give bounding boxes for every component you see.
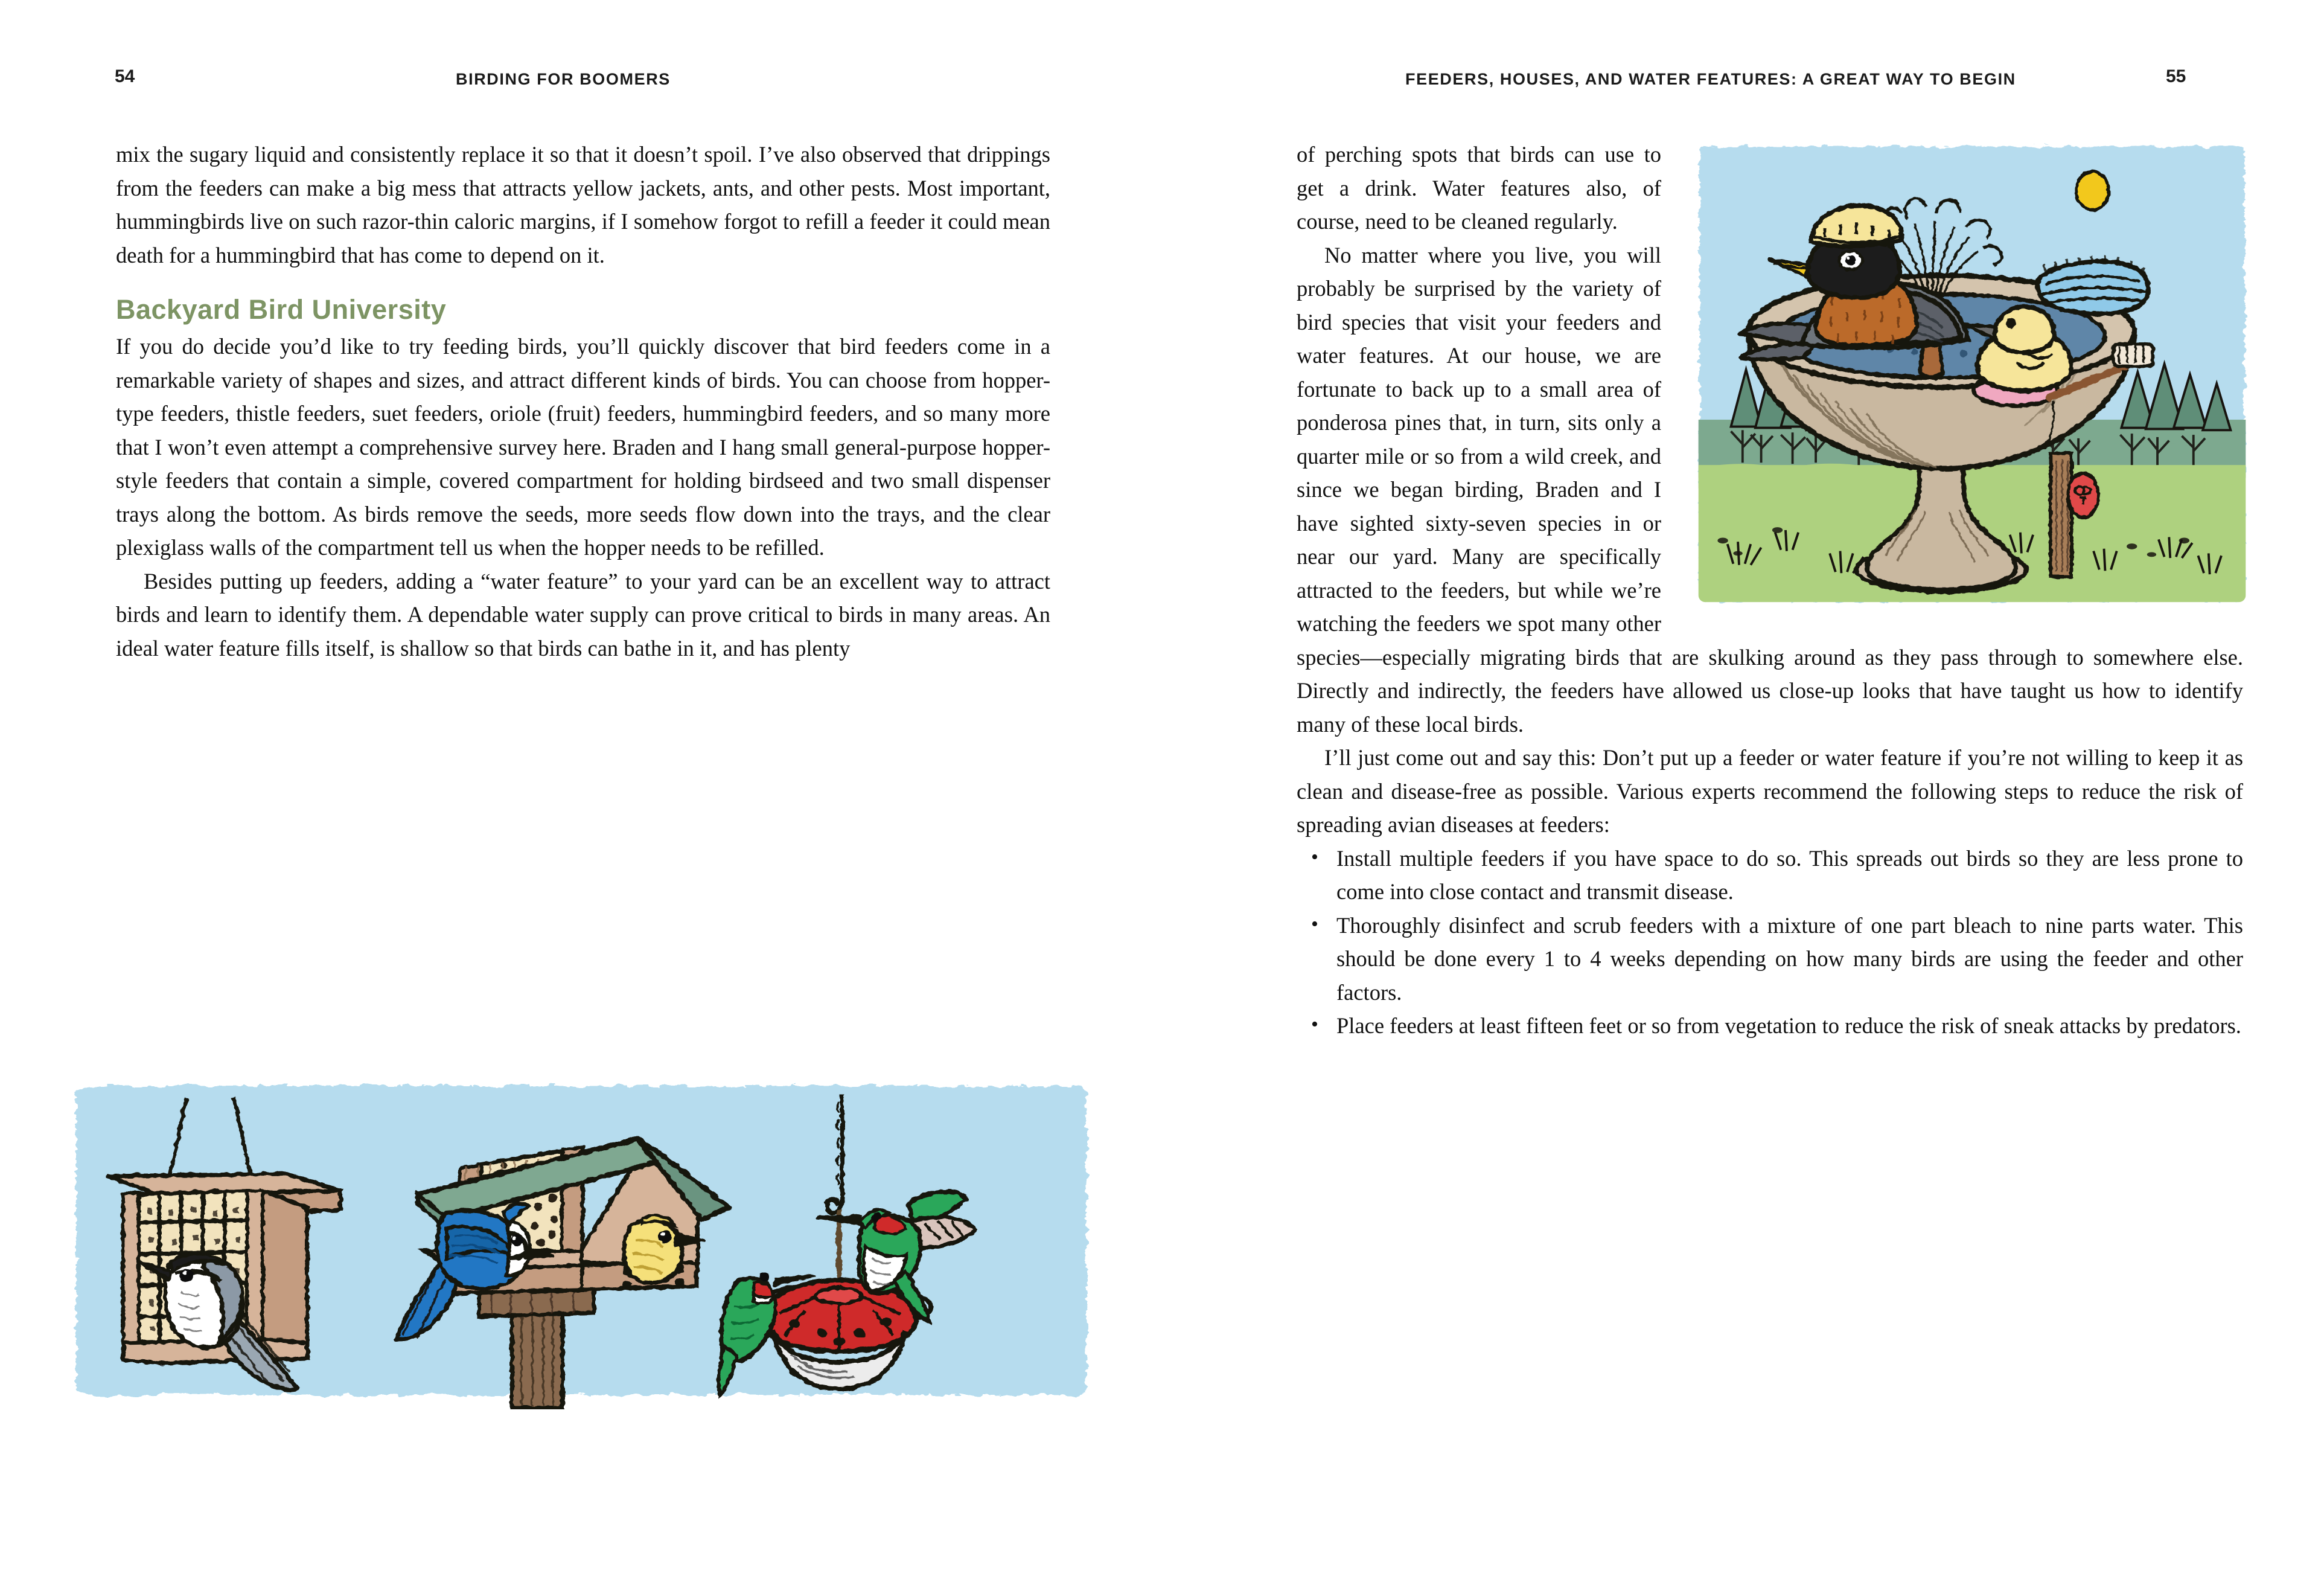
- disease-prevention-steps-list: [1297, 842, 2249, 1043]
- bullet-glyph: •: [1311, 912, 1318, 935]
- list-item-text: Install multiple feeders if you have space to do so. This spreads out birds so they are less prone to come into close contact and transmit disease.: [1336, 845, 2249, 904]
- paragraph: I’ll just come out and say this: Don’t put up a feeder or water feature if you’re not willing to keep it as clean and disease-free as possible. Various experts recommend the following steps to reduce the risk of spreading avian diseases at feeders:: [1297, 745, 2249, 837]
- folded-towel: [2038, 256, 2148, 314]
- bullet-glyph: •: [1311, 1013, 1318, 1036]
- robin-in-birdbath-illustration: [1693, 124, 2252, 623]
- page-number-left: 54: [115, 66, 135, 86]
- running-head-left: BIRDING FOR BOOMERS: [456, 70, 671, 88]
- sun-icon: [2076, 171, 2109, 210]
- list-item: [1297, 909, 2249, 1010]
- paragraph: mix the sugary liquid and consistently replace it so that it doesn’t spoil. I’ve also observed that drippings from the feeders can make a big mess that attracts yellow jackets, ants, and other pests. Most important, hummingbirds live on such razor-thin caloric margins, if I somehow forgot to refill a feeder it could mean death for a hummingbird that has come to depend on it.: [116, 142, 1056, 267]
- paragraph: of perching spots that birds can use to get a drink. Water features also, of course, need to be cleaned regularly.: [1297, 142, 1667, 234]
- three-bird-feeders-illustration: [63, 1070, 1100, 1409]
- right-page-text-column: [1297, 138, 2249, 1043]
- list-item: [1297, 1009, 2243, 1043]
- list-item-text: Place feeders at least fifteen feet or so from vegetation to reduce the risk of sneak attacks by predators.: [1336, 1013, 2241, 1038]
- running-head-right: FEEDERS, HOUSES, AND WATER FEATURES: A GREAT WAY TO BEGIN: [1405, 70, 2016, 88]
- list-item: [1297, 842, 2249, 909]
- paragraph: No matter where you live, you will probably be surprised by the variety of bird species that visit your feeders and water features. At our house, we are fortunate to back up to a small area of ponderosa pines that, in turn, sits only a quarter mile or so from a wild creek, and since we began birding, Braden and I have sighted sixty-seven species in or near our yard. Many are specifically attracted to the feeders, but while we’re watching the feeders we spot many other species—especially migrating birds that are skulking around as they pass through to somewhere else. Directly and indirectly, the feeders have allowed us close-up looks that have taught us how to identify many of these local birds.: [1297, 242, 2249, 737]
- list-item-text: Thoroughly disinfect and scrub feeders with a mixture of one part bleach to nine parts water. This should be done every 1 to 4 weeks depending on how many birds are using the feeder and other factors.: [1336, 912, 2249, 1005]
- page-number-right: 55: [2166, 66, 2186, 86]
- birdbath-illustration-float: [1693, 124, 2252, 623]
- left-page-text-column: [116, 138, 1056, 665]
- section-heading-backyard-bird-university: Backyard Bird University: [116, 294, 447, 325]
- bullet-glyph: •: [1311, 845, 1318, 868]
- paragraph: Besides putting up feeders, adding a “water feature” to your yard can be an excellent way to attract birds and learn to identify them. A dependable water supply can prove critical to birds in many areas. An ideal water feature fills itself, is shallow so that birds can bathe in it, and has plenty: [116, 568, 1056, 661]
- paragraph: If you do decide you’d like to try feeding birds, you’ll quickly discover that bird feeders come in a remarkable variety of shapes and sizes, and attract different kinds of birds. You can choose from hopper-type feeders, thistle feeders, suet feeders, oriole (fruit) feeders, hummingbird feeders, and so many more that I won’t even attempt a comprehensive survey here. Braden and I hang small general-purpose hopper-style feeders that contain a simple, covered compartment for holding birdseed and two small dispenser trays along the bottom. As birds remove the seeds, more seeds flow down into the trays, and the clear plexiglass walls of the compartment tell us when the hopper needs to be refilled.: [116, 334, 1056, 560]
